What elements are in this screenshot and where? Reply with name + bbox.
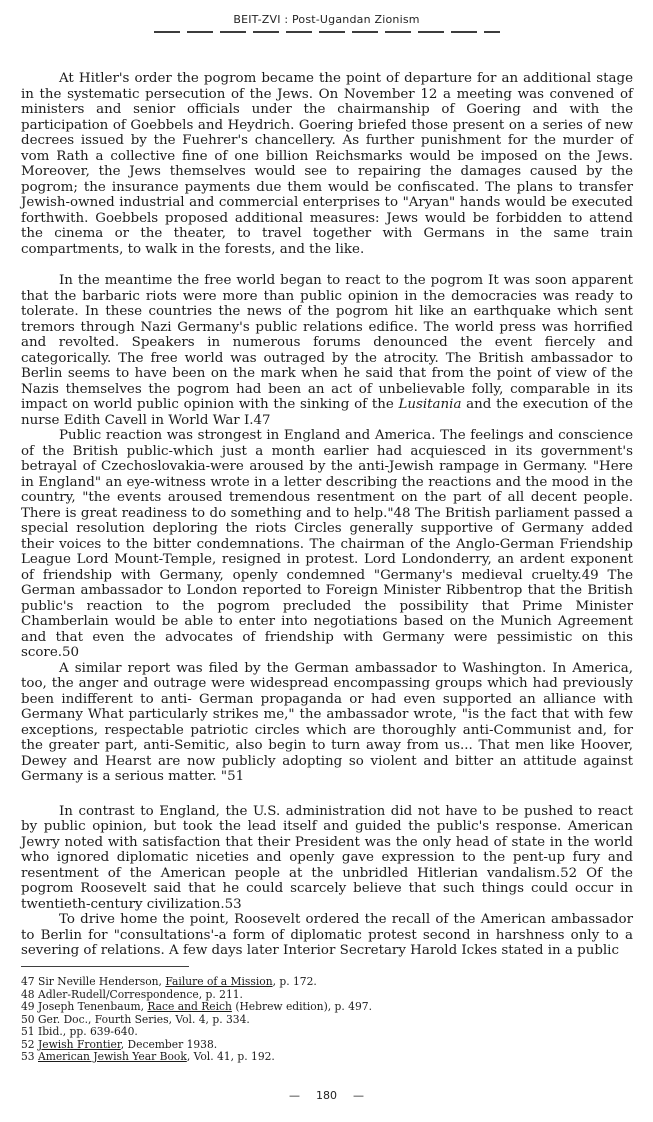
footnote-text: 47 Sir Neville Henderson, xyxy=(21,975,166,988)
footnote-underlined-title: American Jewish Year Book xyxy=(38,1050,187,1063)
paragraph-text: To drive home the point, Roosevelt ordered the recall of the American ambassador to Berlin for "consultations'-a form of diplomatic protest second in harshness only to a severing of relations. A few days later Interior Secretary Harold Ickes stated in a public xyxy=(21,912,633,958)
footnote-text: 52 xyxy=(21,1037,38,1051)
body-text xyxy=(21,71,633,959)
footnote-text: 49 Joseph Tenenbaum, xyxy=(21,1000,148,1013)
footer-dash-right: — xyxy=(353,1089,364,1102)
footnote-53 xyxy=(21,1051,633,1064)
paragraph-similar-report xyxy=(21,661,633,785)
footnote-text: (Hebrew edition), p. 497. xyxy=(231,1000,372,1013)
paragraph-us-administration xyxy=(21,804,633,913)
paragraph-text: A similar report was filed by the German ambassador to Washington. In America, too, the anger and outrage were widespread encompassing groups which had previously been indifferent to anti- German propaganda or had even supported an alliance with Germany What particularly strikes me," the ambassador wrote, "is the fact that with few exceptions, respectable patriotic circles which are thoroughly anti-Communist and, for the greater part, anti-Semitic, also begin to turn away from us... That men like Hoover, Dewey and Hearst are now publicly adopting so violent and bitter an attitude against Germany is a serious matter. "51 xyxy=(21,660,633,784)
paragraph-text: and the execution of the nurse Edith Cavell in World War I.47 xyxy=(21,397,634,428)
page-header xyxy=(0,13,653,33)
paragraph-hitlers-order xyxy=(21,71,633,257)
paragraph-text: At Hitler's order the pogrom became the point of departure for an additional stage in the systematic persecution of the Jews. On November 12 a meeting was convened of ministers and senior officials under the chairmanship of Goering and with the participation of Goebbels and Heydrich. Goering briefed those present on a series of new decrees issued by the Fuehrer's chancellery. As further punishment for the murder of vom Rath a collective fine of one billion Reichsmarks would be imposed on the Jews. Moreover, the Jews themselves would see to repairing the damages caused by the pogrom; the insurance payments due them would be confiscated. The plans to transfer Jewish-owned industrial and commercial enterprises to "Aryan" hands would be executed forthwith. Goebbels proposed additional measures: Jews would be forbidden to attend the cinema or the theater, to travel together with Germans in the same train compartments, to walk in the forests, and the like. xyxy=(21,71,633,257)
footnote-text: 50 Ger. Doc., Fourth Series, Vol. 4, p. 334. xyxy=(21,1012,250,1026)
paragraph-free-world-reaction xyxy=(21,273,633,428)
footnote-underlined-title: Race and Reich xyxy=(147,1000,232,1013)
page-footer xyxy=(0,1089,653,1102)
paragraph-text: In the meantime the free world began to react to the pogrom It was soon apparent that the barbaric riots were more than public opinion in the democracies was ready to tolerate. In these countries the news of the pogrom hit like an earthquake which sent tremors through Nazi Germany's public relations edifice. The world press was horrified and revolted. Speakers in numerous forums denounced the event fiercely and categorically. The free world was outraged by the atrocity. The British ambassador to Berlin seems to have been on the mark when he said that from the point of view of the Nazis themselves the pogrom had been an act of unbelievable folly, comparable in its impact on world public opinion with the sinking of the xyxy=(21,273,633,412)
footnote-text: 48 Adler-Rudell/Correspondence, p. 211. xyxy=(21,987,243,1001)
paragraph-text: Public reaction was strongest in England and America. The feelings and conscience of the British public-which just a month earlier had acquiesced in its government's betrayal of Czechoslovakia-were aroused by the anti-Jewish rampage in Germany. "Here in England" an eye-witness wrote in a letter describing the reactions and the mood in the country, "the events aroused tremendous resentment on the part of all decent people. There is great readiness to do something and to help."48 The British parliament passed a special resolution deploring the riots Circles generally supportive of Germany added their voices to the bitter condemnations. The chairman of the Anglo-German Friendship League Lord Mount-Temple, resigned in protest. Lord Londonderry, an ardent exponent of friendship with Germany, openly condemned "Germany's medieval cruelty.49 The German ambassador to London reported to Foreign Minister Ribbentrop that the British public's reaction to the pogrom precluded the possibility that Prime Minister Chamberlain would be able to enter into negotiations based on the Munich Agreement and that even the advocates of friendship with Germany were pessimistic on this score.50 xyxy=(21,428,633,660)
footnote-underlined-title: Failure of a Mission xyxy=(165,975,273,988)
footnote-text: 51 Ibid., pp. 639-640. xyxy=(21,1025,138,1038)
footnotes xyxy=(21,976,633,1064)
header-rule xyxy=(154,31,500,33)
italic-ship-name: Lusitania xyxy=(398,397,462,412)
footnote-text: , Vol. 41, p. 192. xyxy=(186,1050,275,1063)
footnote-text: , p. 172. xyxy=(272,975,317,988)
footer-dash-left: — xyxy=(289,1089,300,1102)
footnote-separator xyxy=(21,966,189,967)
footnote-text: , December 1938. xyxy=(120,1037,218,1051)
page-title: BEIT-ZVI : Post-Ugandan Zionism xyxy=(233,13,420,26)
page-number: 180 xyxy=(316,1089,337,1102)
paragraph-public-reaction xyxy=(21,428,633,661)
footnote-text: 53 xyxy=(21,1050,38,1063)
paragraph-roosevelt-recall xyxy=(21,912,633,959)
footnote-underlined-title: Jewish Frontier xyxy=(38,1037,121,1051)
paragraph-text: In contrast to England, the U.S. administration did not have to be pushed to react by public opinion, but took the lead itself and guided the public's response. American Jewry noted with satisfaction that their President was the only head of state in the world who ignored diplomatic niceties and openly gave expression to the pent-up fury and resentment of the American people at the unbridled Hitlerian vandalism.52 Of the pogrom Roosevelt said that he could scarcely believe that such things could occur in twentieth-century civilization.53 xyxy=(21,803,633,912)
